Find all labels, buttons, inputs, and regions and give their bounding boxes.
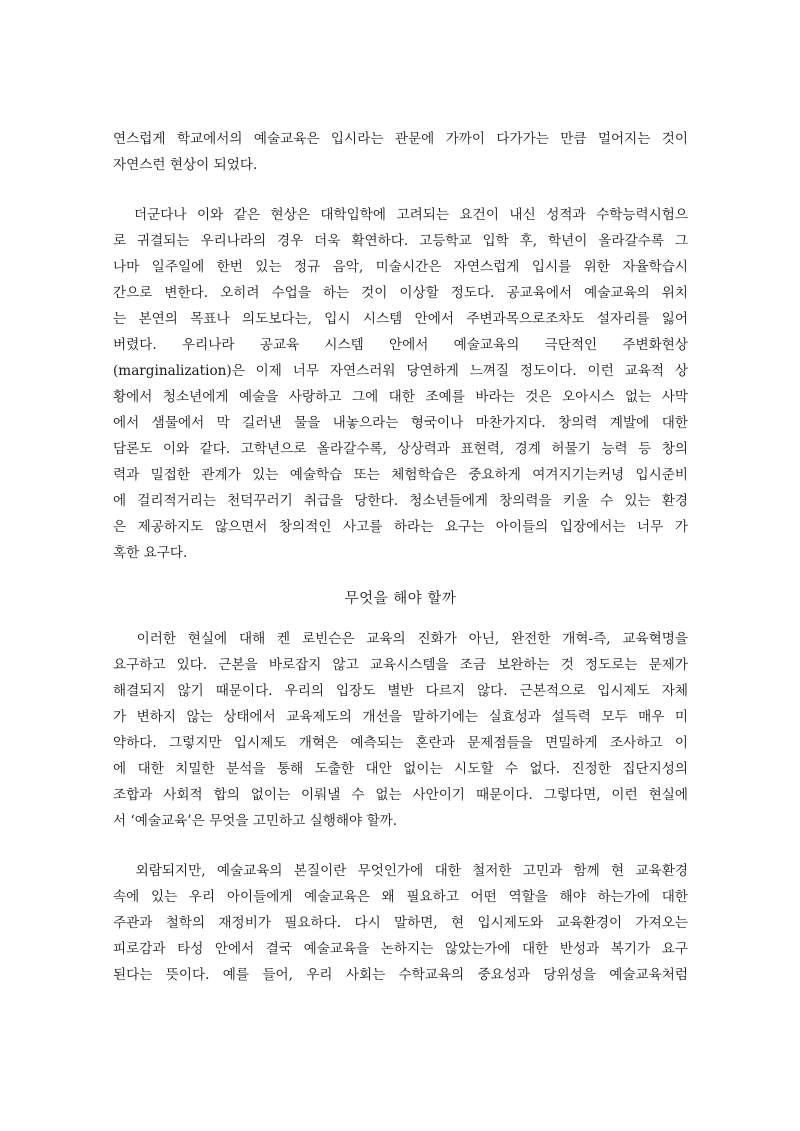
text-line: 요구하고 있다. 근본을 바로잡지 않고 교육시스템을 조금 보완하는 것 정도로는 문제가: [113, 657, 688, 673]
text-line: 외람되지만, 예술교육의 본질이란 무엇인가에 대한 철저한 고민과 함께 현 교육환경: [113, 863, 688, 879]
text-line: 약하다. 그렇지만 입시제도 개혁은 예측되는 혼란과 문제점들을 면밀하게 조사하고 이: [113, 735, 688, 751]
text-line: 연스럽게 학교에서의 예술교육은 입시라는 관문에 가까이 다가가는 만큼 멀어지는 것이: [113, 131, 688, 147]
text-line: 더군다나 이와 같은 현상은 대학입학에 고려되는 요건이 내신 성적과 수학능력시험으: [113, 207, 688, 223]
text-line: 나마 일주일에 한번 있는 정규 음악, 미술시간은 자연스럽게 입시를 위한 자율학습시: [113, 259, 688, 275]
text-line: 가 변하지 않는 상태에서 교육제도의 개선을 말하기에는 실효성과 설득력 모두 매우 미: [113, 709, 688, 725]
text-line: (marginalization)은 이제 너무 자연스러워 당연하게 느껴질 정도이다. 이런 교육적 상: [113, 363, 688, 379]
paragraph-3: [113, 626, 688, 834]
text-line: 에 걸리적거리는 천덕꾸러기 취급을 당한다. 청소년들에게 창의력을 키울 수 있는 환경: [113, 493, 688, 509]
text-line: 해결되지 않기 때문이다. 우리의 입장도 별반 다르지 않다. 근본적으로 입시제도 자체: [113, 683, 688, 699]
text-line: 된다는 뜻이다. 예를 들어, 우리 사회는 수학교육의 중요성과 당위성을 예술교육처럼: [113, 967, 688, 983]
text-line: 력과 밀접한 관계가 있는 예술학습 또는 체험학습은 중요하게 여겨지기는커녕 입시준비: [113, 467, 688, 483]
text-line: 주관과 철학의 재정비가 필요하다. 다시 말하면, 현 입시제도와 교육환경이 가져오는: [113, 915, 688, 931]
text-line: 은 제공하지도 않으면서 창의적인 사고를 하라는 요구는 아이들의 입장에서는 너무 가: [113, 519, 688, 535]
section-heading: 무엇을 해야 할까: [344, 591, 457, 607]
text-line: 담론도 이와 같다. 고학년으로 올라갈수록, 상상력과 표현력, 경계 허물기 능력 등 창의: [113, 441, 688, 457]
text-line: 서 ‘예술교육’은 무엇을 고민하고 실행해야 할까.: [113, 813, 398, 829]
paragraph-2: [113, 202, 688, 566]
text-line: 속에 있는 우리 아이들에게 예술교육은 왜 필요하고 어떤 역할을 해야 하는가에 대한: [113, 889, 688, 905]
text-line: 버렸다. 우리나라 공교육 시스템 안에서 예술교육의 극단적인 주변화현상: [113, 337, 688, 353]
text-line: 자연스런 현상이 되었다.: [113, 157, 258, 173]
text-line: 조합과 사회적 합의 없이는 이뤄낼 수 없는 사안이기 때문이다. 그렇다면, 이런 현실에: [113, 787, 688, 803]
paragraph-1: [113, 126, 688, 178]
document-body: [113, 126, 688, 988]
text-line: 로 귀결되는 우리나라의 경우 더욱 확연하다. 고등학교 입학 후, 학년이 올라갈수록 그: [113, 233, 688, 249]
text-line: 황에서 청소년에게 예술을 사랑하고 그에 대한 조예를 바라는 것은 오아시스 없는 사막: [113, 389, 688, 405]
text-line: 에 대한 치밀한 분석을 통해 도출한 대안 없이는 시도할 수 없다. 진정한 집단지성의: [113, 761, 688, 777]
text-line: 이러한 현실에 대해 켄 로빈슨은 교육의 진화가 아닌, 완전한 개혁-즉, 교육혁명을: [113, 631, 688, 647]
text-line: 간으로 변한다. 오히려 수업을 하는 것이 이상할 정도다. 공교육에서 예술교육의 위치: [113, 285, 688, 301]
text-line: 혹한 요구다.: [113, 545, 188, 561]
paragraph-4: [113, 858, 688, 988]
text-line: 는 본연의 목표나 의도보다는, 입시 시스템 안에서 주변과목으로조차도 설자리를 잃어: [113, 311, 688, 327]
text-line: 피로감과 타성 안에서 결국 예술교육을 논하지는 않았는가에 대한 반성과 복기가 요구: [113, 941, 688, 957]
text-line: 에서 샘물에서 막 길러낸 물을 내놓으라는 형국이나 마찬가지다. 창의력 계발에 대한: [113, 415, 688, 431]
